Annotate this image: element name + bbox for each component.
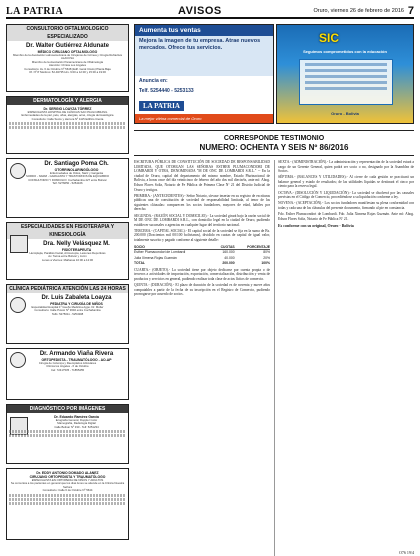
text-column-right <box>278 160 414 556</box>
table-cell: 20% <box>263 255 270 260</box>
table-cell: Esther Plumacondori de Lombardi <box>134 250 186 255</box>
ad-line: Miembro de la Asociación Latinoamericana de Cirujanos de Córnea y Cirugía Refractiva ALACCSA <box>13 53 122 61</box>
promo-line: Seguimos comprometidos con la educación <box>303 49 387 54</box>
ad-line: Enfermedades de la piel, pelo, uñas, alergias, acné, cirugía dermatológica <box>21 113 114 118</box>
table-cell: 40.000 <box>224 255 235 260</box>
ad-doctor-role: PEDIATRA Y CIRUGÍA DE NIÑOS <box>50 302 103 306</box>
ad-line: Lunes a Viernes: Mañanas 10:00 a 12:00 <box>41 257 94 262</box>
ad-anuncia: Anuncia en: <box>139 78 168 84</box>
paragraph: Fdo. Esther Plumacondori de Lombardi. Fdo. Julia Ximena Rojas Guzmán. Ante mí: Abog. Edson Flores Soliz, Notario de Fe Pública Nº 21. <box>278 211 414 221</box>
ad-dermatologia <box>6 96 129 154</box>
ad-line: ESPECIALISTA EN ORTOPEDIA DE NIÑOS Y ADULTOS <box>31 478 104 482</box>
ad-phone: Telf. 5254440 - 5253133 <box>139 88 194 94</box>
ad-doctor-name: Dr. Eduardo Ramírez García <box>54 415 99 419</box>
text-filler <box>9 122 126 125</box>
ad-line: Enfermedades de Oídos, Nariz y Garganta <box>49 171 103 175</box>
right-column <box>134 24 414 556</box>
ad-doctor-role: CIRUJANO ORTOPEDISTA Y TRAUMATÓLOGO <box>29 475 106 479</box>
ad-doctor-name: Dr. Luis Zabaleta Loayza <box>41 295 112 301</box>
ad-doctor-role: OTORRINOLARINGÓLOGO <box>54 168 99 172</box>
ad-line: Mamografía, Radiología Digital <box>57 421 96 426</box>
ad-doctor-name: Dr. Armando Viaña Rivera <box>39 351 114 357</box>
ad-band: CONSULTORIO OFTALMOLOGICO ESPECIALIZADO <box>7 25 128 41</box>
reference-code: O76 19/4 <box>399 550 414 556</box>
ad-line: Telfs: 5275011 - 5254308 <box>51 311 84 316</box>
paragraph: CUARTA.- (OBJETO).- La sociedad tiene por objeto dedicarse por cuenta propia o de terceros a actividades de importación, exportación, comercialización, distribución y venta de productos y servicios en general, pudiendo realizar toda clase de actos lícitos de comercio. <box>134 267 270 281</box>
text-filler <box>9 126 126 129</box>
ad-ortopedista <box>6 348 129 400</box>
ad-color-promo <box>276 24 414 124</box>
ad-doctor-role: MÉDICO CIRUJANO OFTALMOLOGO <box>37 50 98 54</box>
ad-doctor-role: ORTOPEDISTA - TRAUMATÓLOGO - AO-AP <box>41 358 112 362</box>
ad-band: ESPECIALIDADES EN FISIOTERAPIA Y KINESIOLOGÍA <box>7 223 128 239</box>
paragraph: QUINTA.- (DURACIÓN).- El plazo de duración de la sociedad es de noventa y nueve años computables a partir de la fecha de su inscripción en el Registro de Comercio, pudiendo prorrogarse por acuerdo de socios. <box>134 283 270 297</box>
page-number: 7 <box>407 5 414 17</box>
ad-line: Consultorio: Av. 6 de Octubre Nº 5648 (Edif. Geral Clovis) Planta Baja <box>24 66 111 71</box>
ad-line: Se comunica a los pacientes en general que los días lunes se atiende en la Clínica Nuestra Señora <box>10 481 125 489</box>
text-column-left <box>134 160 270 556</box>
physio-logo-icon <box>10 235 28 253</box>
notice-title: CORRESPONDE TESTIMONIO <box>223 135 325 142</box>
ear-icon <box>10 163 26 179</box>
paragraph: PRIMERA.- (ANTECEDENTES).- Señor Notario, sírvase insertar en su registro de escrituras públicas una de constitución de sociedad de responsabilidad limitada, al tenor de las siguientes cláusulas: comparecen los socios fundadores, mayores de edad, hábiles por derecho. <box>134 193 270 212</box>
ad-copy: Mejora la imagen de tu empresa. Atrae nuevos mercados. Ofrece tus servicios. <box>135 36 273 76</box>
table-cell: Julia Ximena Rojas Guzmán <box>134 255 177 260</box>
table-cell: 100% <box>261 260 270 265</box>
promo-brand: SIC <box>319 31 340 45</box>
ad-fisioterapia <box>6 222 129 280</box>
ad-line: Of. Nº 8 Teléfono: 52-94735 Hrs. 9:00 a 12:00 y 15:00 a 19:00 <box>29 70 106 75</box>
ad-band: DERMATOLOGÍA Y ALERGIA <box>7 97 128 105</box>
column-divider <box>274 160 275 556</box>
top-ads-row <box>134 24 414 124</box>
ad-headline: Aumenta tus ventas <box>135 25 273 36</box>
ad-diagnostico-imagenes <box>6 404 129 464</box>
ad-line: Calle Bolívar Nº 330 - Telf. 5251234 <box>54 424 99 429</box>
ad-line: Telf. 5276650 - 5254106 <box>52 181 83 186</box>
ad-line: Ecografía General, Doppler Color <box>55 418 98 422</box>
ad-otorrino <box>6 158 129 218</box>
ad-line: Cirugía de Columna y Reemplazos Articulares <box>38 361 97 365</box>
ad-doctor-name: Dr. SERGIO LOAYZA TÓRREZ <box>43 107 92 111</box>
ad-line: Atención: Clínica Los Angeles <box>48 63 86 68</box>
ad-line: ESPECIALISTA HOSPITAL DE CLÍNICAS SAO PAULO-BRASIL <box>27 110 108 114</box>
ad-doctor-role: FISIOTERAPEUTA <box>61 248 92 252</box>
table-cell: 80% <box>263 250 270 255</box>
ad-clinica-pediatrica <box>6 284 129 344</box>
ad-aumenta-ventas <box>134 24 274 124</box>
ad-band: CLÍNICA PEDIÁTRICA ATENCIÓN LAS 24 HORAS <box>7 285 128 293</box>
capital-table <box>134 245 270 266</box>
text-filler <box>9 498 126 501</box>
section-title: AVISOS <box>178 5 222 17</box>
newspaper-brand: LA PATRIA <box>6 6 64 17</box>
date-line: Oruro, viernes 26 de febrero de 2016 <box>313 8 404 14</box>
ad-line: Consultorio: Calle Potosí Nº 3640 entre Cochabamba <box>34 308 101 313</box>
ad-line: CONSULTORIO Y DOMICILIO: Cochabamba 427 entre Bolívar <box>28 177 107 182</box>
paragraph: OCTAVA.- (DISOLUCIÓN Y LIQUIDACIÓN).- La sociedad se disolverá por las causales previstas en el Código de Comercio, procediéndose a su liquidación conforme a ley. <box>278 190 414 200</box>
ad-footer: La mejor vitrina comercial de Oruro <box>135 114 273 123</box>
ad-doctor-name: Dra. Nelly Velásquez M. <box>43 241 110 247</box>
ad-band: DIAGNÓSTICO POR IMÁGENES <box>7 405 128 413</box>
text-filler <box>9 434 126 437</box>
ad-line: Av. Tacna entre Bolívar y Junín <box>48 254 87 259</box>
promo-box <box>299 59 393 105</box>
paragraph: ESCRITURA PÚBLICA DE CONSTITUCIÓN DE SOCIEDAD DE RESPONSABILIDAD LIMITADA, QUE OTORGAN LAS SEÑORAS ESTHER PLUMACONDORI DE LOMBARDI Y OTRA, DENOMINADA "M DE ONC DE LOMBARDI S.R.L." -- En la ciudad de Oruro, capital del departamento del mismo nombre, Estado Plurinacional de Bolivia, a horas once del día veinticinco de febrero del año dos mil dieciséis, ante mí: Abog. Edson Flores Soliz, Notario de Fe Pública de Primera Clase Nº 21 del Distrito Judicial de Oruro y testigos. <box>134 160 270 192</box>
la-patria-logo: LA PATRIA <box>139 101 184 111</box>
ad-line: Consultorio: Calle 6 de Octubre Nº 5644 <box>42 488 93 493</box>
ad-line: Miembro de la Asociación Panamericana de Oftalmología <box>31 59 104 64</box>
ad-doctor-name: Dr. EDDY ANTONIO DOMADO ALANEZ <box>36 471 99 475</box>
text-filler <box>9 494 126 497</box>
page-header <box>6 6 414 19</box>
notice-number: NUMERO: OCHENTA Y SEIS Nº 86/2016 <box>134 143 414 156</box>
paragraph: NOVENA.- (ACEPTACIÓN).- Los socios fundadores manifiestan su plena conformidad con todas y cada una de las cláusulas del presente documento, firmando al pie en constancia. <box>278 201 414 210</box>
ad-cirujano-ortopedista <box>6 468 129 540</box>
ad-doctor-name: Dr. Santiago Poma Ch. <box>44 161 109 167</box>
text-filler <box>9 502 126 505</box>
text-filler <box>9 430 126 433</box>
notice-body <box>134 160 414 556</box>
ad-line: Consultorio: Calle Sucre y Herrera Nº 1115 Edificio Cienta <box>31 116 104 121</box>
table-cell: 160.000 <box>222 250 235 255</box>
paragraph: TERCERA.- (CAPITAL SOCIAL).- El capital social de la sociedad se fija en la suma de Bs. 200.000 (Doscientos mil 00/100 bolivianos), dividido en cuotas de capital de igual valor, totalmente suscrito y pagado conforme al siguiente detalle: <box>134 228 270 242</box>
table-cell: 200.000 <box>222 260 235 265</box>
notary-notice <box>134 130 414 156</box>
table-row <box>134 261 270 266</box>
left-ads-column <box>6 24 129 540</box>
ad-line: Especialidad Hospital 1º Gueño Medicina Agpo. Dr. Moller <box>31 305 104 309</box>
child-icon <box>10 297 26 313</box>
ad-line: Hemiplejia, Parálisis Facial, Artroscopía, Lesiones Deportivas <box>29 251 106 255</box>
paragraph: SÉPTIMA.- (BALANCES Y UTILIDADES).- Al cierre de cada gestión se practicará un balance general y estado de resultados; de las utilidades líquidas se destinará el cinco por ciento para la reserva legal. <box>278 175 414 189</box>
col-header: PORCENTAJE <box>235 245 270 250</box>
ad-line: SORDO - NARIZ - GARGANTA Y TRASTORNOS DE EQUILIBRIO <box>25 174 110 179</box>
paragraph: SEGUNDA.- (RAZÓN SOCIAL Y DOMICILIO).- La sociedad girará bajo la razón social de M DE ONC DE LOMBARDI S.R.L., con domicilio legal en la ciudad de Oruro, pudiendo establecer sucursales o agencias en cualquier lugar del territorio nacional. <box>134 213 270 227</box>
ad-line: Clínica los Ángeles - 6 de Octubre <box>46 364 89 369</box>
ad-dr-gutierrez <box>6 24 129 92</box>
ad-line: Cel: 72417535 - 71855455 <box>50 367 85 372</box>
ad-doctor-name: Dr. Walter Gutiérrez Aldunate <box>26 43 109 49</box>
paragraph: SEXTA.- (ADMINISTRACIÓN).- La administración y representación de la sociedad estará a cargo de un Gerente General, quien podrá ser socio o no, designado por la Asamblea de Socios. <box>278 160 414 174</box>
col-header: CUOTAS <box>213 245 235 250</box>
promo-line: Oruro - Bolivia <box>331 111 359 116</box>
signature-line: Es conforme con su original, Oruro - Bolivia <box>278 223 354 229</box>
bone-icon <box>10 352 26 368</box>
col-header: SOCIO <box>134 245 213 250</box>
table-cell: TOTAL <box>134 260 145 265</box>
